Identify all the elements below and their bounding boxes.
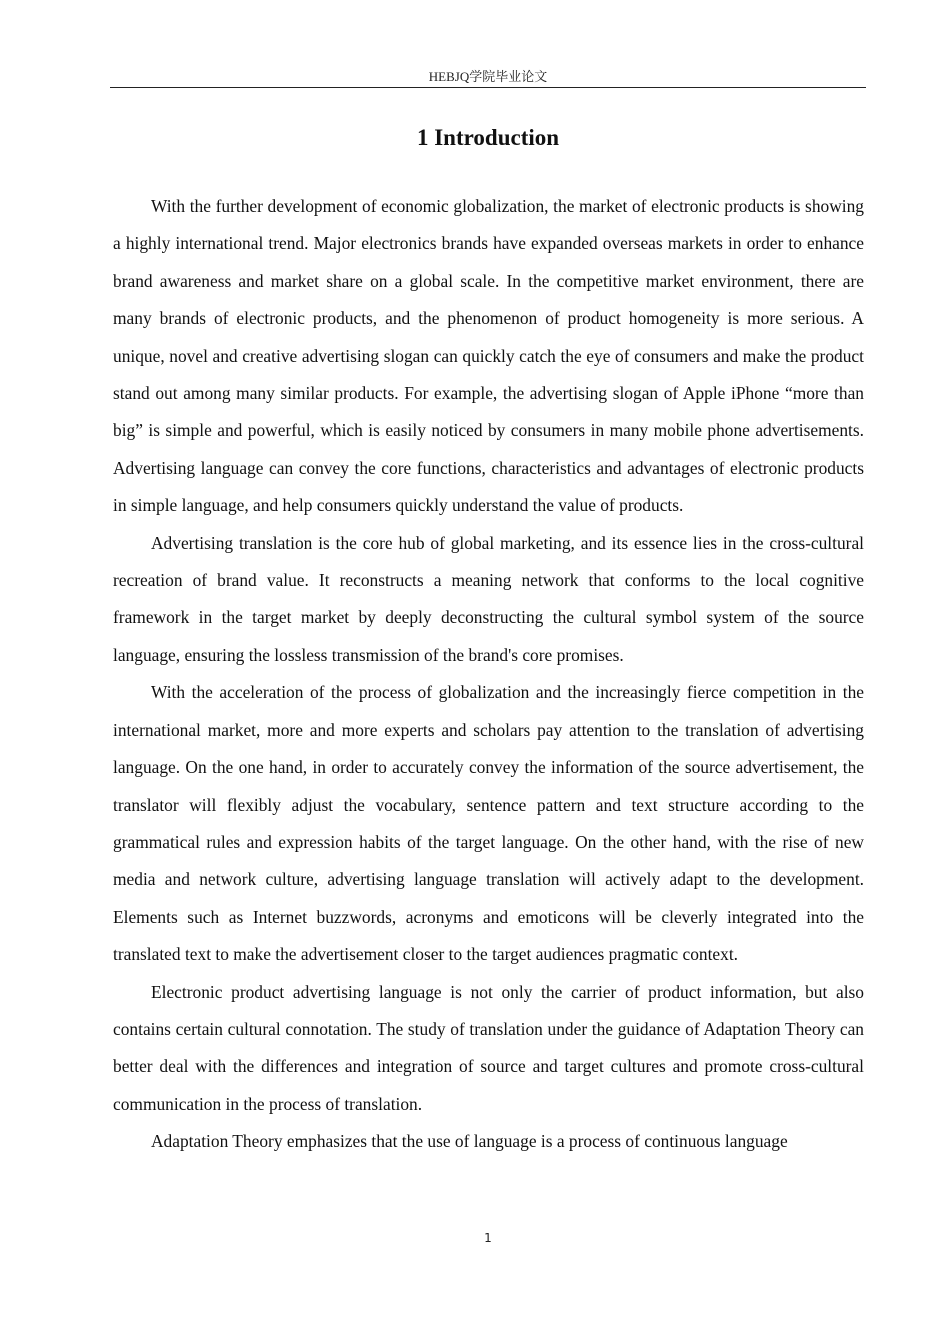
running-header: HEBJQ学院毕业论文 — [428, 69, 548, 84]
body-text — [113, 188, 864, 1161]
page-number: 1 — [484, 1231, 492, 1245]
paragraph: With the further development of economic globalization, the market of electronic products is showing a highly international trend. Major electronics brands have expanded overseas markets in order to enhance brand awareness and market share on a global scale. In the competitive market environment, there are many brands of electronic products, and the phenomenon of product homogeneity is more serious. A unique, novel and creative advertising slogan can quickly catch the eye of consumers and make the product stand out among many similar products. For example, the advertising slogan of Apple iPhone “more than big” is simple and powerful, which is easily noticed by consumers in many mobile phone advertisements. Advertising language can convey the core functions, characteristics and advantages of electronic products in simple language, and help consumers quickly understand the value of products. — [113, 196, 864, 516]
paragraph: Adaptation Theory emphasizes that the use of language is a process of continuous language — [151, 1131, 788, 1152]
paragraph: Electronic product advertising language is not only the carrier of product information, but also contains certain cultural connotation. The study of translation under the guidance of Adaptation Theory can better deal with the differences and integration of source and target cultures and promote cross-cultural communication in the process of translation. — [113, 981, 864, 1114]
chapter-title: 1 Introduction — [416, 125, 560, 150]
paragraph: Advertising translation is the core hub of global marketing, and its essence lies in the cross-cultural recreation of brand value. It reconstructs a meaning network that conforms to the local cognitive framework in the target market by deeply deconstructing the cultural symbol system of the source language, ensuring the lossless transmission of the brand's core promises. — [113, 532, 864, 665]
paragraph: With the acceleration of the process of globalization and the increasingly fierce competition in the international market, more and more experts and scholars pay attention to the translation of advertising language. On the one hand, in order to accurately convey the information of the source advertisement, the translator will flexibly adjust the vocabulary, sentence pattern and text structure according to the grammatical rules and expression habits of the target language. On the other hand, with the rise of new media and network culture, advertising language translation will actively adapt to the development. Elements such as Internet buzzwords, acronyms and emoticons will be cleverly integrated into the translated text to make the advertisement closer to the target audiences pragmatic context. — [113, 682, 864, 965]
header-divider — [110, 87, 866, 88]
